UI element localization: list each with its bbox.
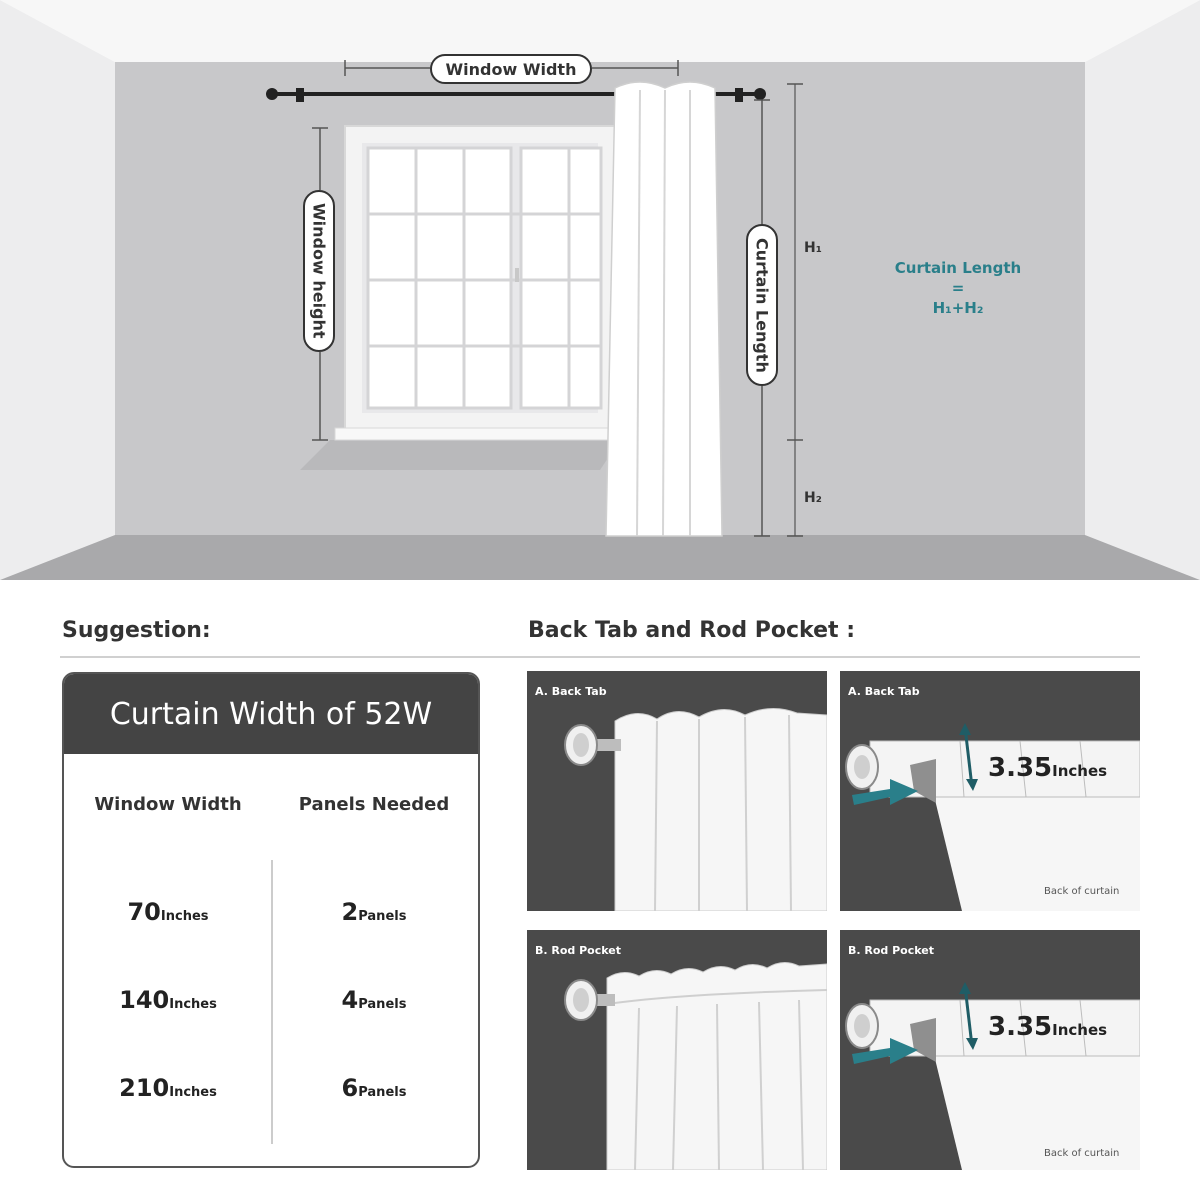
row-1-panels (274, 898, 474, 926)
section-divider (60, 656, 1140, 658)
width-suggestion-table (62, 672, 480, 1168)
row-2-panels-unit: Panels (358, 997, 407, 1012)
h2-label: H₂ (804, 490, 822, 506)
row-3-panels (274, 1074, 474, 1102)
row-3-width (68, 1074, 268, 1102)
row-2-width-unit: Inches (169, 997, 217, 1012)
row-3-panels-unit: Panels (358, 1085, 407, 1100)
row-2-panels (274, 986, 474, 1014)
curtain-length-label: Curtain Length (746, 224, 778, 386)
suggestion-title: Suggestion: (62, 618, 211, 643)
panel-4-measure-value: 3.35 (988, 1012, 1053, 1042)
panel-4-measurement (988, 1012, 1107, 1042)
panel-2-measure-unit: Inches (1052, 762, 1108, 780)
h1-label: H₁ (804, 240, 822, 256)
row-3-panels-value: 6 (341, 1074, 359, 1102)
tabs-title-colon: : (846, 618, 855, 643)
panel-4-note: Back of curtain (1044, 1148, 1120, 1159)
row-2-panels-value: 4 (341, 986, 359, 1014)
panel-2-note: Back of curtain (1044, 886, 1120, 897)
panel-rod-pocket-front (527, 930, 827, 1170)
back-tab-back-illustration (840, 671, 1140, 911)
panel-3-label: B. Rod Pocket (535, 944, 622, 957)
row-2-width-value: 140 (119, 986, 170, 1014)
tabs-title (528, 618, 855, 643)
window-width-label: Window Width (430, 54, 592, 84)
tabs-title-text: Back Tab and Rod Pocket (528, 618, 839, 643)
column-panels-needed: Panels Needed (298, 794, 450, 815)
panel-2-label: A. Back Tab (848, 685, 920, 698)
row-2-width (68, 986, 268, 1014)
room-diagram (0, 0, 1200, 580)
rod-pocket-front-illustration (527, 930, 827, 1170)
panel-4-label: B. Rod Pocket (848, 944, 935, 957)
row-1-panels-unit: Panels (358, 909, 407, 924)
panel-4-measure-unit: Inches (1052, 1021, 1108, 1039)
panel-2-measure-value: 3.35 (988, 753, 1053, 783)
formula-line-1: Curtain Length (894, 259, 1022, 277)
row-1-panels-value: 2 (341, 898, 359, 926)
table-header: Curtain Width of 52W (64, 674, 478, 754)
column-divider (271, 860, 273, 1144)
formula-line-2: = (951, 279, 965, 297)
window-height-label: Window height (303, 190, 335, 352)
panel-back-tab-back (840, 671, 1140, 911)
row-3-width-unit: Inches (169, 1085, 217, 1100)
formula-line-3: H₁+H₂ (932, 299, 984, 317)
rod-pocket-back-illustration (840, 930, 1140, 1170)
row-1-width-unit: Inches (160, 909, 209, 924)
row-1-width (68, 898, 268, 926)
panel-rod-pocket-back (840, 930, 1140, 1170)
row-3-width-value: 210 (119, 1074, 170, 1102)
panel-1-label: A. Back Tab (535, 685, 607, 698)
column-window-width: Window Width (94, 794, 242, 815)
panel-back-tab-front (527, 671, 827, 911)
row-1-width-value: 70 (127, 898, 161, 926)
curtain-length-formula (880, 258, 1036, 318)
panel-2-measurement (988, 753, 1107, 783)
back-tab-front-illustration (527, 671, 827, 911)
